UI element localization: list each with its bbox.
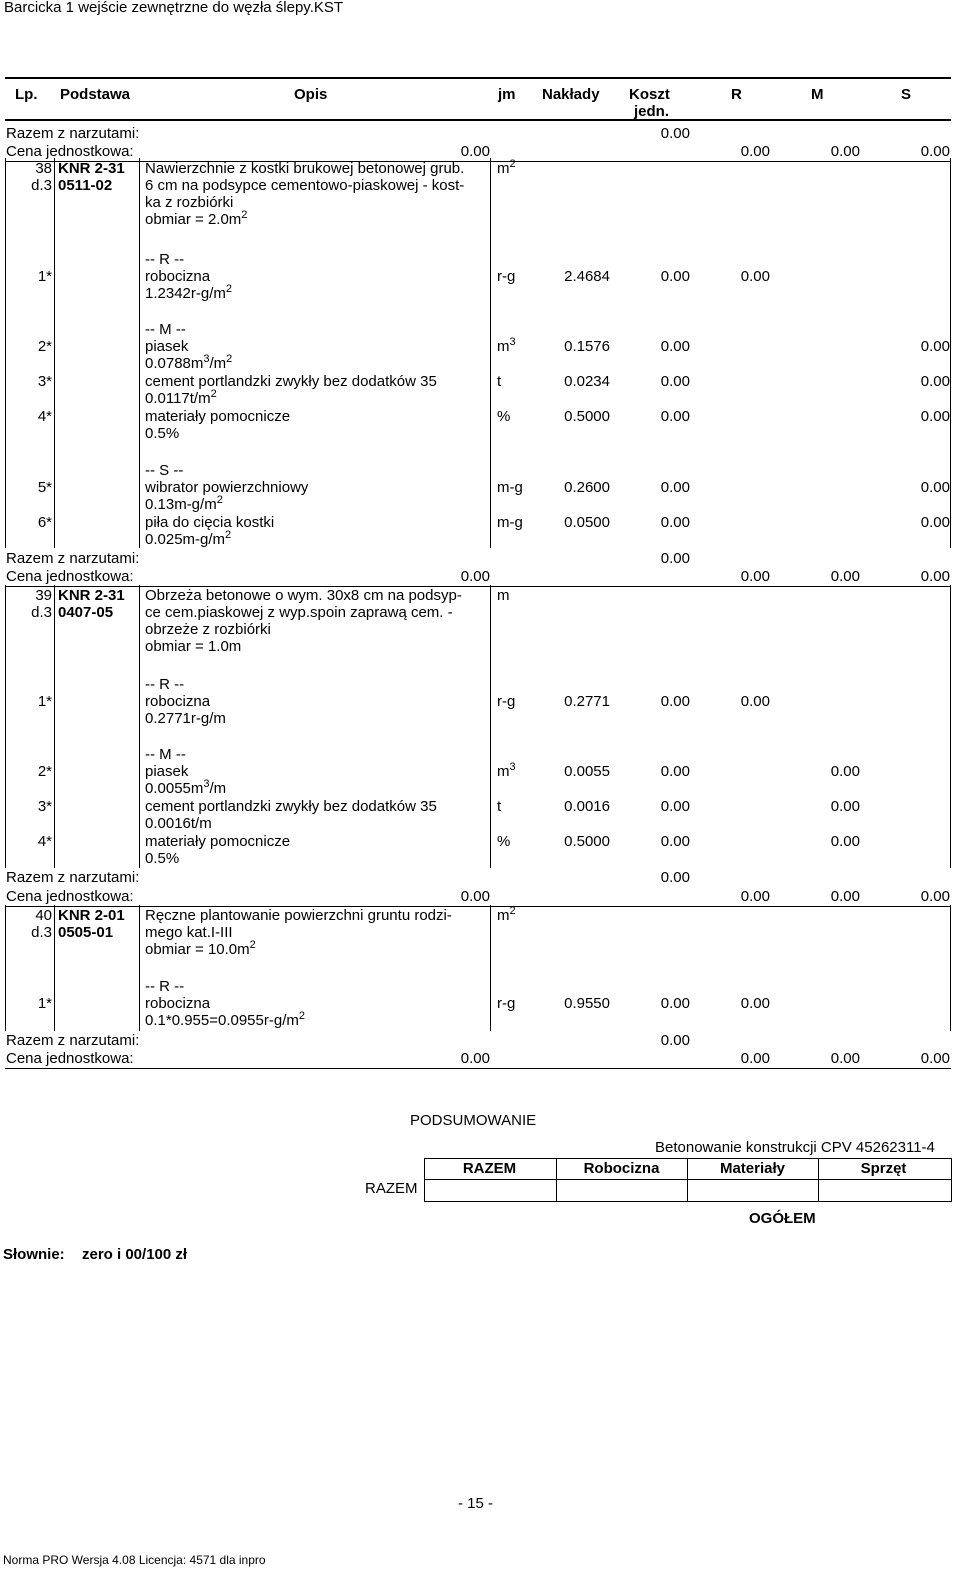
position-description: obrzeże z rozbiórki	[145, 621, 271, 638]
resource-price: 0.00	[660, 408, 690, 425]
resource-value: 0.00	[740, 693, 770, 710]
footer-text: Norma PRO Wersja 4.08 Licencja: 4571 dla inpro	[3, 1553, 266, 1567]
cena-label: Cena jednostkowa:	[6, 1050, 134, 1067]
resource-name: wibrator powierzchniowy	[145, 479, 309, 496]
resource-norm: $0.0055m^3/m$	[145, 778, 227, 797]
position-variant: d.3	[31, 924, 52, 941]
cell-border	[139, 158, 140, 548]
cena-value: 0.00	[460, 568, 490, 585]
header-s: S	[901, 86, 912, 103]
resource-value: 0.00	[740, 995, 770, 1012]
header-m: M	[811, 86, 824, 103]
resource-name: materiały pomocnicze	[145, 833, 291, 850]
cell-border	[54, 905, 55, 1031]
resource-value: 0.00	[830, 833, 860, 850]
resource-number: 1*	[37, 693, 52, 710]
razem-label: Razem z narzutami:	[6, 869, 140, 886]
resource-norm: $0.0788m^3/m^2$	[145, 353, 233, 372]
resource-number: 6*	[37, 514, 52, 531]
resource-norm: $0.0117t/m^2$	[145, 388, 217, 407]
summary-total-label: OGÓŁEM	[749, 1210, 816, 1227]
razem-value: 0.00	[660, 869, 690, 886]
resource-norm: $0.025m-g/m^2$	[145, 529, 232, 548]
razem-label: Razem z narzutami:	[6, 550, 140, 567]
cena-s: 0.00	[920, 1050, 950, 1067]
slownie-label: Słownie:	[3, 1246, 65, 1263]
resource-price: 0.00	[660, 833, 690, 850]
resource-number: 1*	[37, 268, 52, 285]
resource-price: 0.00	[660, 693, 690, 710]
resource-section: -- R --	[145, 676, 185, 693]
resource-quantity: 0.2771	[564, 693, 610, 710]
resource-section: -- M --	[145, 321, 186, 338]
table-border	[5, 585, 6, 868]
cell-border	[139, 585, 140, 868]
resource-value: 0.00	[740, 268, 770, 285]
position-podstawa-code: 0505-01	[58, 924, 114, 941]
resource-quantity: 2.4684	[564, 268, 610, 285]
position-podstawa: KNR 2-31	[58, 587, 125, 604]
resource-section: -- R --	[145, 978, 185, 995]
resource-number: 4*	[37, 833, 52, 850]
position-podstawa: KNR 2-01	[58, 907, 125, 924]
resource-section: -- M --	[145, 746, 186, 763]
table-border	[950, 905, 951, 1031]
resource-quantity: 0.2600	[564, 479, 610, 496]
summary-col-border	[556, 1158, 557, 1202]
resource-value: 0.00	[920, 373, 950, 390]
resource-norm: 0.5%	[145, 425, 180, 442]
slownie-value: zero i 00/100 zł	[82, 1246, 188, 1263]
resource-norm: 0.2771r-g/m	[145, 710, 226, 727]
resource-price: 0.00	[660, 268, 690, 285]
header-naklady: Nakłady	[542, 86, 600, 103]
resource-number: 3*	[37, 798, 52, 815]
resource-name: piła do cięcia kostki	[145, 514, 275, 531]
resource-norm: $0.1*0.955=0.0955r-g/m^2$	[145, 1010, 305, 1029]
header-lp: Lp.	[15, 86, 38, 103]
resource-value: 0.00	[920, 514, 950, 531]
position-description: ka z rozbiórki	[145, 194, 234, 211]
position-number: 38	[35, 160, 52, 177]
razem-label: Razem z narzutami:	[6, 1032, 140, 1049]
resource-unit: %	[497, 408, 511, 425]
summary-col-border	[687, 1158, 688, 1202]
resource-unit: t	[497, 798, 502, 815]
header-podstawa: Podstawa	[60, 86, 131, 103]
cena-m: 0.00	[830, 143, 860, 160]
resource-unit: r-g	[497, 693, 516, 710]
cena-s: 0.00	[920, 568, 950, 585]
position-variant: d.3	[31, 604, 52, 621]
position-unit: m	[497, 587, 510, 604]
cena-value: 0.00	[460, 143, 490, 160]
resource-unit: $m^3$	[497, 336, 516, 355]
header-koszt: Koszt	[629, 86, 670, 103]
cena-s: 0.00	[920, 143, 950, 160]
position-number: 39	[35, 587, 52, 604]
position-unit: $m^2$	[497, 158, 516, 177]
position-podstawa-code: 0407-05	[58, 604, 114, 621]
resource-number: 5*	[37, 479, 52, 496]
position-unit: $m^2$	[497, 905, 516, 924]
resource-quantity: 0.5000	[564, 408, 610, 425]
resource-value: 0.00	[920, 479, 950, 496]
position-description: obmiar = 1.0m	[145, 638, 242, 655]
resource-unit: t	[497, 373, 502, 390]
cena-r: 0.00	[740, 143, 770, 160]
cena-m: 0.00	[830, 1050, 860, 1067]
table-border	[5, 158, 6, 548]
summary-col-border	[818, 1158, 819, 1202]
resource-quantity: 0.1576	[564, 338, 610, 355]
razem-value: 0.00	[660, 550, 690, 567]
resource-number: 3*	[37, 373, 52, 390]
cena-label: Cena jednostkowa:	[6, 888, 134, 905]
resource-value: 0.00	[920, 338, 950, 355]
cell-border	[490, 585, 491, 868]
resource-price: 0.00	[660, 338, 690, 355]
cena-r: 0.00	[740, 1050, 770, 1067]
resource-quantity: 0.9550	[564, 995, 610, 1012]
cena-s: 0.00	[920, 888, 950, 905]
resource-price: 0.00	[660, 514, 690, 531]
table-border	[5, 905, 6, 1031]
resource-norm: 0.0016t/m	[145, 815, 212, 832]
resource-quantity: 0.0234	[564, 373, 610, 390]
cell-border	[139, 905, 140, 1031]
resource-unit: m-g	[497, 479, 523, 496]
cell-border	[490, 158, 491, 548]
resource-name: piasek	[145, 338, 189, 355]
cena-m: 0.00	[830, 568, 860, 585]
cena-label: Cena jednostkowa:	[6, 143, 134, 160]
summary-row-label: RAZEM	[365, 1180, 418, 1197]
resource-value: 0.00	[830, 763, 860, 780]
resource-unit: r-g	[497, 995, 516, 1012]
resource-price: 0.00	[660, 373, 690, 390]
summary-col-header: Robocizna	[583, 1160, 660, 1177]
resource-unit: r-g	[497, 268, 516, 285]
resource-quantity: 0.0500	[564, 514, 610, 531]
resource-norm: $1.2342r-g/m^2$	[145, 283, 232, 302]
page-number: - 15 -	[458, 1495, 494, 1512]
header-opis: Opis	[294, 86, 328, 103]
header-jm: jm	[498, 86, 516, 103]
position-number: 40	[35, 907, 52, 924]
position-description: obmiar = $10.0m^2$	[145, 939, 256, 958]
summary-col-header: RAZEM	[462, 1160, 517, 1177]
position-description: Nawierzchnie z kostki brukowej betonowej grub.	[145, 160, 465, 177]
resource-section: -- R --	[145, 251, 185, 268]
table-border	[950, 585, 951, 868]
cena-value: 0.00	[460, 888, 490, 905]
document-title: Barcicka 1 wejście zewnętrzne do węzła ślepy.KST	[4, 0, 344, 16]
table-border	[950, 158, 951, 548]
resource-value: 0.00	[920, 408, 950, 425]
resource-name: robocizna	[145, 995, 211, 1012]
resource-price: 0.00	[660, 763, 690, 780]
position-podstawa: KNR 2-31	[58, 160, 125, 177]
cena-m: 0.00	[830, 888, 860, 905]
resource-norm: $0.13m-g/m^2$	[145, 494, 223, 513]
resource-name: piasek	[145, 763, 189, 780]
resource-number: 2*	[37, 338, 52, 355]
resource-name: materiały pomocnicze	[145, 408, 291, 425]
cell-border	[54, 158, 55, 548]
summary-col-header: Materiały	[719, 1160, 786, 1177]
resource-unit: %	[497, 833, 511, 850]
resource-value: 0.00	[830, 798, 860, 815]
resource-norm: 0.5%	[145, 850, 180, 867]
resource-quantity: 0.0016	[564, 798, 610, 815]
resource-name: cement portlandzki zwykły bez dodatków 35	[145, 373, 437, 390]
position-description: 6 cm na podsypce cementowo-piaskowej - kost-	[145, 177, 465, 194]
resource-number: 1*	[37, 995, 52, 1012]
resource-unit: $m^3$	[497, 761, 516, 780]
resource-quantity: 0.0055	[564, 763, 610, 780]
header-r: R	[731, 86, 742, 103]
razem-label: Razem z narzutami:	[6, 125, 140, 142]
resource-unit: m-g	[497, 514, 523, 531]
table-header	[5, 77, 951, 121]
cena-value: 0.00	[460, 1050, 490, 1067]
cell-border	[54, 585, 55, 868]
position-description: Ręczne plantowanie powierzchni gruntu rodzi-	[145, 907, 452, 924]
position-description: Obrzeża betonowe o wym. 30x8 cm na podsyp-	[145, 587, 462, 604]
resource-name: robocizna	[145, 693, 211, 710]
resource-price: 0.00	[660, 995, 690, 1012]
resource-name: cement portlandzki zwykły bez dodatków 35	[145, 798, 437, 815]
resource-number: 2*	[37, 763, 52, 780]
summary-subtitle: Betonowanie konstrukcji CPV 45262311-4	[655, 1139, 935, 1156]
position-podstawa-code: 0511-02	[58, 177, 113, 194]
summary-title: PODSUMOWANIE	[410, 1112, 537, 1129]
position-description: obmiar = $2.0m^2$	[145, 209, 248, 228]
summary-col-header: Sprzęt	[860, 1160, 907, 1177]
resource-number: 4*	[37, 408, 52, 425]
resource-name: robocizna	[145, 268, 211, 285]
position-variant: d.3	[31, 177, 52, 194]
position-description: mego kat.I-III	[145, 924, 233, 941]
header-koszt-jedn: jedn.	[634, 103, 670, 120]
cena-r: 0.00	[740, 568, 770, 585]
cell-border	[490, 905, 491, 1031]
razem-value: 0.00	[660, 1032, 690, 1049]
resource-quantity: 0.5000	[564, 833, 610, 850]
resource-price: 0.00	[660, 798, 690, 815]
resource-price: 0.00	[660, 479, 690, 496]
razem-value: 0.00	[660, 125, 690, 142]
cena-label: Cena jednostkowa:	[6, 568, 134, 585]
resource-section: -- S --	[145, 462, 184, 479]
position-description: ce cem.piaskowej z wyp.spoin zaprawą cem. -	[145, 604, 453, 621]
cena-r: 0.00	[740, 888, 770, 905]
row-divider	[5, 1068, 951, 1069]
